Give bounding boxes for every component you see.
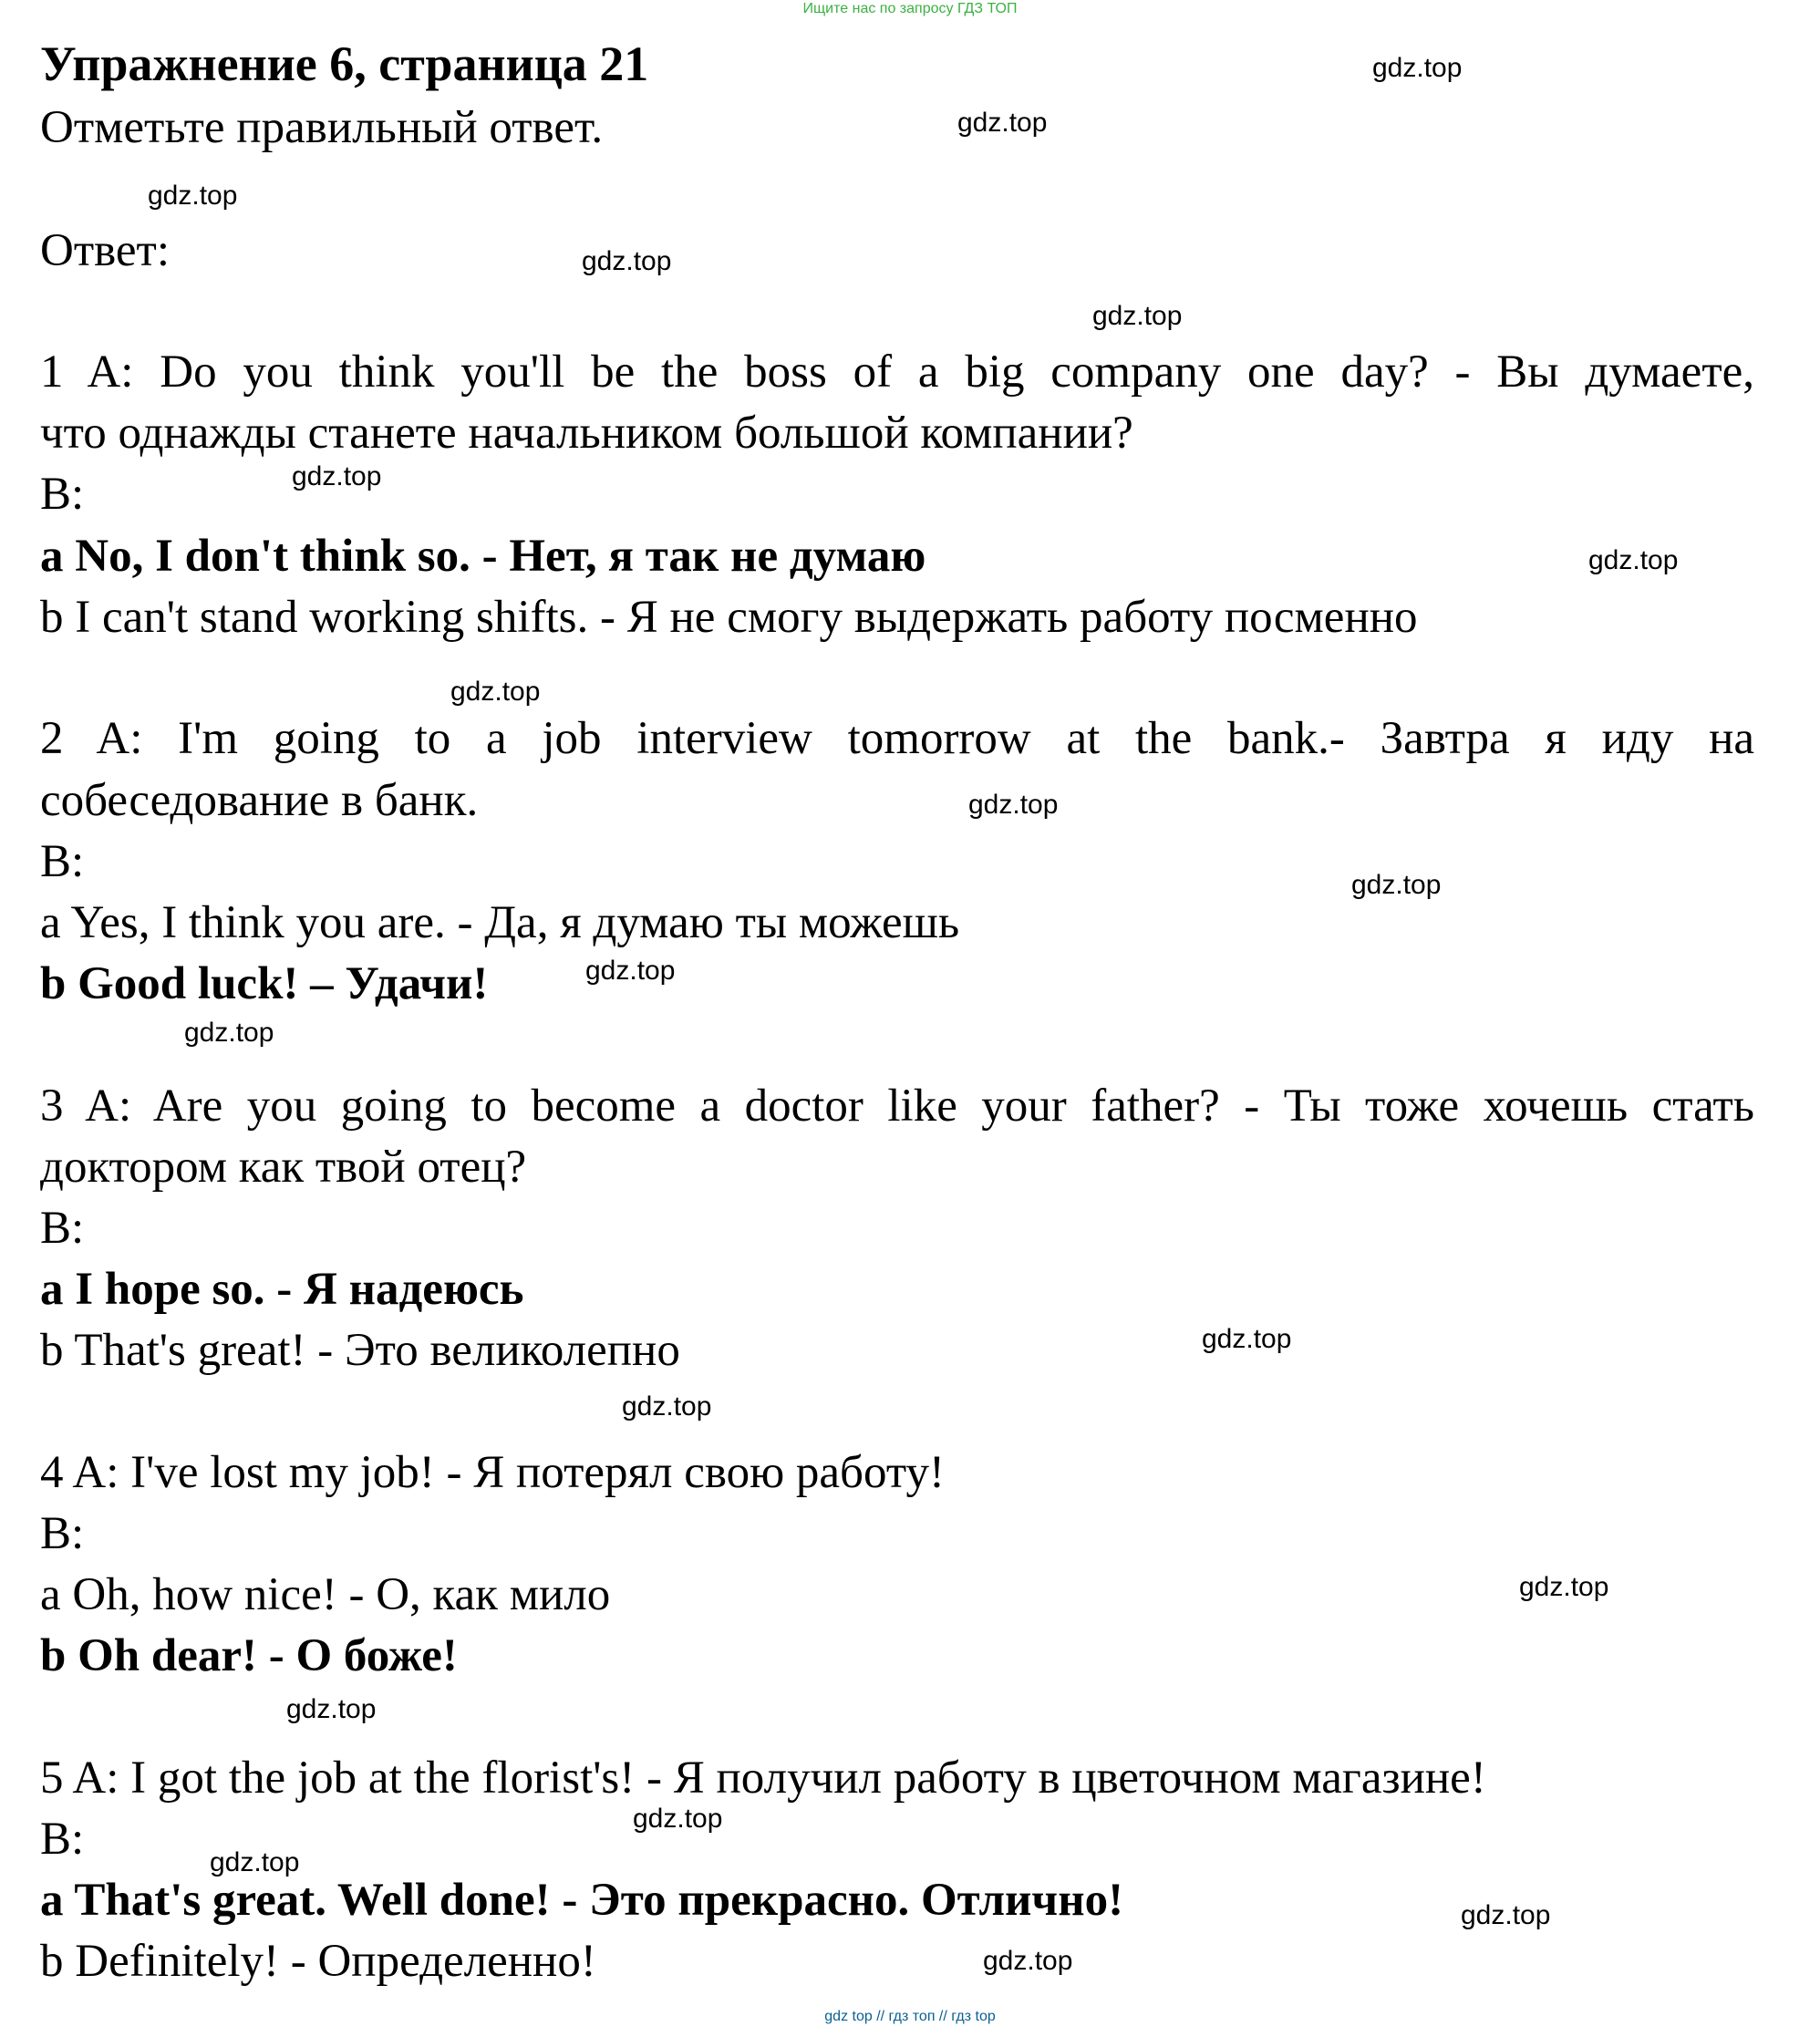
q2-line1: 2 A: I'm going to a job interview tomorrow at the bank.- Завтра я иду на [40, 713, 1754, 764]
q2-line2: собеседование в банк. [40, 775, 479, 826]
q3-option-a: a I hope so. - Я надеюсь [40, 1264, 524, 1315]
watermark: gdz.top [1519, 1572, 1609, 1602]
watermark: gdz.top [983, 1946, 1073, 1976]
watermark: gdz.top [148, 181, 238, 211]
watermark: gdz.top [633, 1804, 723, 1834]
q4-b-label: B: [40, 1508, 85, 1559]
watermark: gdz.top [1202, 1324, 1292, 1354]
watermark: gdz.top [1588, 545, 1679, 575]
q5-option-a: a That's great. Well done! - Это прекрасно. Отлично! [40, 1875, 1124, 1926]
watermark: gdz.top [450, 677, 541, 707]
q1-option-a: a No, I don't think so. - Нет, я так не думаю [40, 531, 926, 582]
q2-option-b: b Good luck! – Удачи! [40, 958, 489, 1009]
watermark: gdz.top [622, 1391, 712, 1422]
watermark: gdz.top [210, 1847, 300, 1877]
q4-line1: 4 A: I've lost my job! - Я потерял свою работу! [40, 1447, 945, 1498]
instruction: Отметьте правильный ответ. [40, 102, 604, 153]
watermark: gdz.top [968, 790, 1059, 820]
watermark: gdz.top [1092, 301, 1183, 331]
q1-line1: 1 A: Do you think you'll be the boss of a big company one day? - Вы думаете, [40, 346, 1754, 398]
watermark: gdz.top [957, 108, 1048, 138]
q2-b-label: B: [40, 836, 85, 887]
answer-label: Ответ: [40, 225, 170, 276]
top-banner[interactable]: Ищите нас по запросу ГДЗ ТОП [802, 1, 1018, 16]
watermark: gdz.top [1461, 1900, 1551, 1930]
q4-option-a: a Oh, how nice! - О, как мило [40, 1569, 611, 1620]
watermark: gdz.top [184, 1018, 274, 1048]
q4-option-b: b Oh dear! - О боже! [40, 1630, 458, 1681]
q3-line2: доктором как твой отец? [40, 1142, 527, 1193]
q2-option-a: a Yes, I think you are. - Да, я думаю ты можешь [40, 897, 960, 948]
q1-option-b: b I can't stand working shifts. - Я не смогу выдержать работу посменно [40, 592, 1418, 643]
watermark: gdz.top [585, 956, 676, 986]
watermark: gdz.top [1372, 53, 1463, 83]
q1-b-label: B: [40, 469, 85, 520]
q3-option-b: b That's great! - Это великолепно [40, 1325, 680, 1376]
q1-line2: что однажды станете начальником большой компании? [40, 408, 1133, 459]
watermark: gdz.top [582, 246, 672, 276]
q3-line1: 3 A: Are you going to become a doctor like your father? - Ты тоже хочешь стать [40, 1081, 1754, 1132]
page-title: Упражнение 6, страница 21 [40, 36, 649, 91]
watermark: gdz.top [286, 1694, 377, 1724]
watermark: gdz.top [1351, 870, 1442, 900]
q3-b-label: B: [40, 1203, 85, 1254]
q5-line1: 5 A: I got the job at the florist's! - Я получил работу в цветочном магазине! [40, 1753, 1486, 1804]
q5-b-label: B: [40, 1814, 85, 1865]
q5-option-b: b Definitely! - Определенно! [40, 1936, 596, 1987]
watermark: gdz.top [292, 461, 382, 491]
bottom-banner[interactable]: gdz top // гдз топ // гдз top [824, 2009, 996, 2024]
